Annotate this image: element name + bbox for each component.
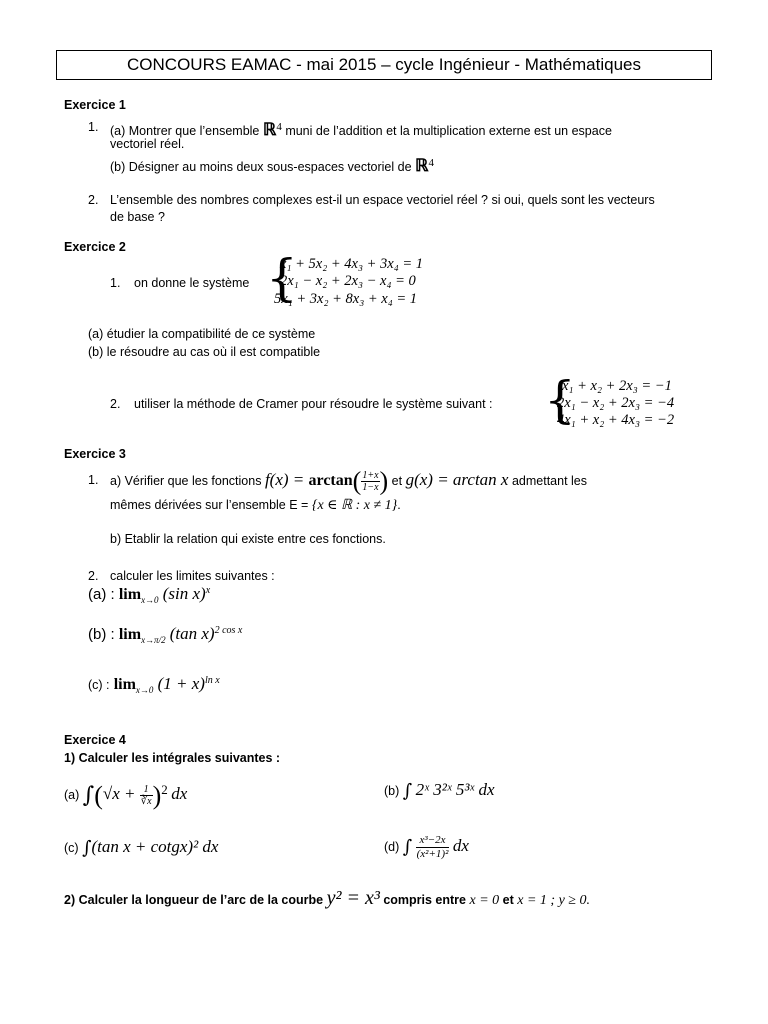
ex3-q1a-line2-text: mêmes dérivées sur l’ensemble E = <box>110 498 309 512</box>
ex3-lc-exp: ln x <box>204 675 220 686</box>
ex4-ia-frac-num: 1 <box>140 784 153 796</box>
ex2-sys2-eq2: 2x₁ − x₂ + 2x₃ = −4 <box>557 395 675 411</box>
ex4-q2-x0: x = 0 <box>469 893 500 908</box>
ex3-lc-lim: lim <box>113 676 136 693</box>
ex2-qa: (a) étudier la compatibilité de ce système <box>88 327 316 341</box>
ex4-ib-expr: 2ˣ 3²ˣ 5³ˣ dx <box>415 780 495 799</box>
ex3-lc-expr: (1 + x) <box>157 674 205 693</box>
ex4-q2 <box>64 886 590 913</box>
ex3-period: . <box>397 498 401 512</box>
ex3-la-sub: x→0 <box>141 595 159 605</box>
ex3-limit-c <box>88 674 220 695</box>
ex4-ia-frac-den: ∛x <box>140 796 152 808</box>
ex3-q2-text: calculer les limites suivantes : <box>110 569 275 583</box>
ex4-id-label: (d) <box>384 840 400 854</box>
ex3-lb-label: (b) : <box>88 626 115 643</box>
ex2-title: Exercice 2 <box>64 240 126 254</box>
ex3-lb-lim: lim <box>118 626 142 643</box>
ex3-q2-num: 2. <box>88 569 99 583</box>
ex1-q1b-text: (b) Désigner au moins deux sous-espaces vectoriel de <box>110 160 412 174</box>
ex2-sys2-eq1: x₁ + x₂ + 2x₃ = −1 <box>562 378 672 394</box>
ex4-ia-label: (a) <box>64 788 80 803</box>
ex3-q1a-line2 <box>110 497 401 514</box>
ex4-q2-mid: compris entre <box>383 893 466 907</box>
ex1-q1b-exp: 4 <box>428 156 434 169</box>
ex3-q1a-start: a) Vérifier que les fonctions <box>110 474 262 488</box>
ex4-title: Exercice 4 <box>64 733 126 747</box>
integral-sign-icon: ∫ <box>82 837 92 859</box>
ex2-q1-num: 1. <box>110 276 121 290</box>
ex3-set-E: {x ∈ ℝ : x ≠ 1} <box>311 498 398 513</box>
ex4-integral-b <box>384 778 495 804</box>
ex4-id-dx: dx <box>452 836 469 855</box>
ex3-q1a-end: admettant les <box>511 474 588 488</box>
ex3-title: Exercice 3 <box>64 447 126 461</box>
ex2-sys1-eq2: 2x₁ − x₂ + 2x₃ − x₄ = 0 <box>280 273 416 289</box>
ex4-id-frac-num: x³−2x <box>416 834 450 848</box>
ex4-ia-exp: 2 <box>161 782 168 797</box>
ex1-q1a-line2: vectoriel réel. <box>110 137 185 151</box>
ex1-q1a-exp: 4 <box>276 120 282 133</box>
ex2-q2-num: 2. <box>110 397 121 411</box>
ex4-id-frac-den: (x²+1)² <box>416 848 449 861</box>
ex2-qb: (b) le résoudre au cas où il est compatible <box>88 345 321 359</box>
ex3-limit-a <box>88 584 210 605</box>
ex4-ib-label: (b) <box>384 784 400 798</box>
title-box <box>56 50 712 80</box>
ex2-sys2-brace: { <box>544 371 576 429</box>
ex1-q1b-set: ℝ <box>415 156 429 175</box>
ex1-q1a-rest: muni de l’addition et la multiplication externe est un espace <box>285 124 612 138</box>
ex3-la-lim: lim <box>118 586 142 603</box>
ex4-id-frac <box>416 834 450 861</box>
ex3-frac-den: 1−x <box>362 482 379 494</box>
page-title: CONCOURS EAMAC - mai 2015 – cycle Ingénieur - Mathématiques <box>127 55 641 74</box>
ex4-ia-dx: dx <box>171 784 188 804</box>
ex4-q2-x1: x = 1 ; y ≥ 0. <box>517 893 590 908</box>
ex2-sys2-eq3: 4x₁ + x₂ + 4x₃ = −2 <box>557 412 675 428</box>
ex4-q2-curve: y² = x³ <box>326 887 380 909</box>
ex2-sys1-eq3: 5x₁ + 3x₂ + 8x₃ + x₄ = 1 <box>274 291 418 307</box>
ex3-la-exp: x <box>205 585 211 596</box>
ex1-q2-line1: L’ensemble des nombres complexes est-il un espace vectoriel réel ? si oui, quels sont les vecteurs <box>110 193 655 207</box>
ex3-q1a: a) Vérifier que les fonctions f(x) = arctan( $\frac{1+x}{1-x}$ ) et g(x) = arctan x admettant les <box>110 466 588 496</box>
ex3-g-expr: g(x) = arctan x <box>405 470 509 489</box>
ex1-q1b <box>110 156 434 176</box>
ex3-la-expr: (sin x) <box>162 584 206 603</box>
ex3-limit-b <box>88 624 242 645</box>
ex3-f-lhs: f(x) = <box>264 470 309 489</box>
ex4-integral-c <box>64 834 218 862</box>
ex3-q1-num: 1. <box>88 473 99 487</box>
ex2-q1-text: on donne le système <box>134 276 250 290</box>
ex1-title: Exercice 1 <box>64 98 126 112</box>
ex4-ic-label: (c) <box>64 841 79 855</box>
ex4-ia-expr: √x + <box>102 784 140 804</box>
integral-sign-icon: ∫ <box>82 782 95 808</box>
ex4-integral-a: (a) ∫(√x + $\frac{1}{∛x}$ )2 dx <box>64 780 188 810</box>
integral-sign-icon: ∫ <box>402 836 413 858</box>
ex3-et: et <box>391 474 403 488</box>
ex1-q2-num: 2. <box>88 193 99 207</box>
ex3-lc-label: (c) : <box>88 678 110 692</box>
ex1-q1a <box>110 120 612 140</box>
ex3-frac <box>361 470 379 493</box>
ex3-lb-sub: x→π/2 <box>141 635 166 645</box>
ex3-lb-exp: 2 cos x <box>214 625 243 636</box>
ex3-q1b: b) Etablir la relation qui existe entre ces fonctions. <box>110 532 386 546</box>
ex2-sys1-eq1: x₁ + 5x₂ + 4x₃ + 3x₄ = 1 <box>280 256 424 272</box>
ex2-q2-text: utiliser la méthode de Cramer pour résoudre le système suivant : <box>134 397 493 411</box>
ex3-frac-num: 1+x <box>362 470 379 482</box>
ex4-q2-et: et <box>502 893 514 907</box>
ex4-q1: 1) Calculer les intégrales suivantes : <box>64 751 281 765</box>
ex4-integral-d <box>384 826 469 868</box>
ex1-q1a-set: ℝ <box>262 120 277 139</box>
integral-sign-icon: ∫ <box>402 780 413 802</box>
ex4-ia-frac <box>140 784 153 807</box>
ex1-q2-line2: de base ? <box>110 210 165 224</box>
ex3-la-label: (a) : <box>88 586 115 603</box>
ex2-sys1-brace: { <box>266 249 298 307</box>
ex4-q2-start: 2) Calculer la longueur de l’arc de la courbe <box>64 893 324 907</box>
ex4-ic-expr: (tan x + cotgx)² dx <box>91 837 219 856</box>
ex1-q1-num: 1. <box>88 120 99 134</box>
ex3-lc-sub: x→0 <box>135 685 154 695</box>
ex3-arctan: arctan <box>308 472 353 489</box>
ex1-q1a-text: (a) Montrer que l’ensemble <box>110 124 260 138</box>
ex3-lb-expr: (tan x) <box>169 624 215 643</box>
